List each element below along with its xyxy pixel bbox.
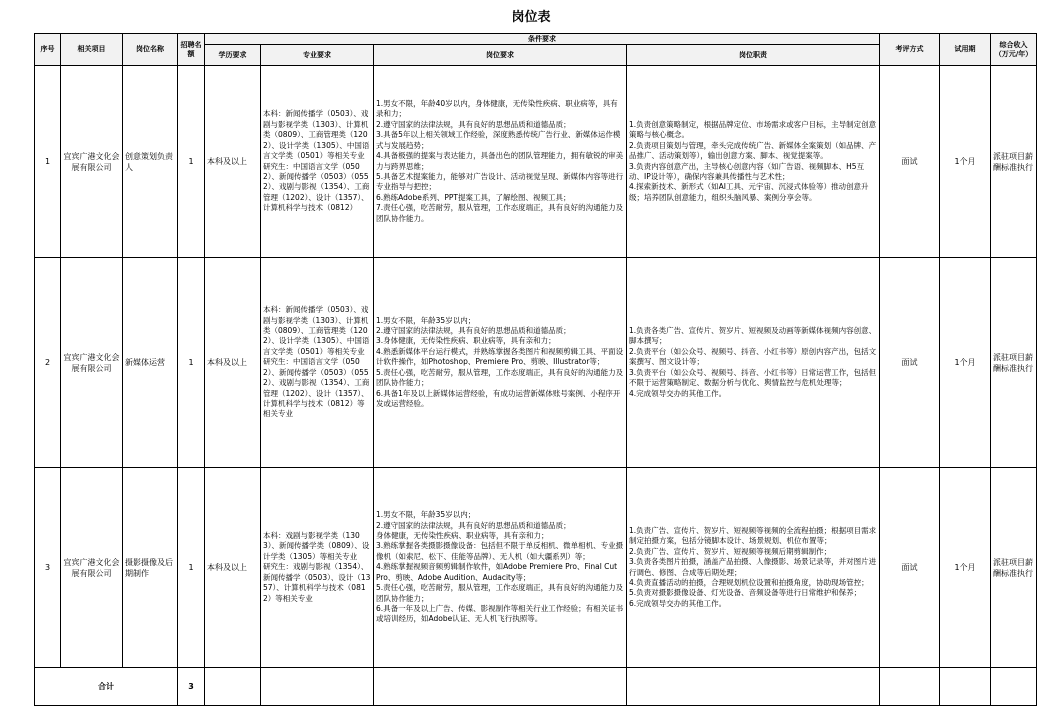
table-row [35, 66, 1037, 258]
header-exam: 考评方式 [880, 34, 940, 66]
cell-income: 派驻项目薪酬标准执行 [991, 258, 1037, 468]
header-education: 学历要求 [205, 45, 261, 66]
cell-duties: 1.负责各类广告、宣传片、贺岁片、短视频及动画等新媒体视频内容创意、脚本撰写； 2.负责平台（如公众号、视频号、抖音、小红书等）原创内容产出，包括文案撰写、图文设计等； 3.负责平台（如公众号、视频号、抖音、小红书等）日常运营工作，包括但不限于运营策略制定、数据分析与优化、舆情监控与危机处理等； 4.完成领导交办的其他工作。 [627, 258, 880, 468]
cell-income: 派驻项目薪酬标准执行 [991, 66, 1037, 258]
header-post: 岗位名称 [123, 34, 178, 66]
header-project: 相关项目 [61, 34, 123, 66]
cell-post: 新媒体运营 [123, 258, 178, 468]
cell-seq: 3 [35, 468, 61, 668]
empty-cell [880, 668, 940, 706]
cell-post: 创意策划负责人 [123, 66, 178, 258]
table-row [35, 468, 1037, 668]
cell-seq: 1 [35, 66, 61, 258]
cell-count: 1 [178, 258, 205, 468]
cell-major: 本科：戏剧与影视学类（1303）、新闻传播学类（0809）、设计学类（1305）等相关专业 研究生：戏剧与影视（1354）、新闻传播学（0503）、设计（1357）、计算机科学与技术（0812）等相关专业 [261, 468, 374, 668]
header-major: 专业要求 [261, 45, 374, 66]
header-requirements: 岗位要求 [374, 45, 627, 66]
cell-education: 本科及以上 [205, 66, 261, 258]
cell-requirements: 1.男女不限，年龄35岁以内； 2.遵守国家的法律法规，具有良好的思想品质和道德品质； 3.身体健康，无传染性疾病、职业病等，具有亲和力； 4.熟悉新媒体平台运行模式，并熟练掌握各类图片和视频剪辑工具、平面设计软件操作，如Photoshop、Premiere Pro、剪映、Illustrator等； 5.责任心强，吃苦耐劳，服从管理，工作态度端正，具有良好的沟通能力及团队协作能力； 6.具备1年及以上新媒体运营经验，有成功运营新媒体账号案例、小程序开发或运营经验。 [374, 258, 627, 468]
header-income: 综合收入（万元/年） [991, 34, 1037, 66]
header-seq: 序号 [35, 34, 61, 66]
cell-exam: 面试 [880, 468, 940, 668]
cell-income: 派驻项目薪酬标准执行 [991, 468, 1037, 668]
empty-cell [991, 668, 1037, 706]
total-row [35, 668, 1037, 706]
cell-project: 宜宾广港文化会展有限公司 [61, 66, 123, 258]
header-duties: 岗位职责 [627, 45, 880, 66]
cell-exam: 面试 [880, 66, 940, 258]
cell-major: 本科：新闻传播学（0503）、戏剧与影视学类（1303）、计算机类（0809）、工商管理类（1202）、设计学类（1305）、中国语言文学类（0501）等相关专业 研究生：中国语言文学（0502）、新闻传播学（0503）（0552）、戏剧与影视（1354）、工商管理（1202）、设计（1357）、计算机科学与技术（0812）等相关专业 [261, 258, 374, 468]
cell-post: 摄影摄像及后期制作 [123, 468, 178, 668]
cell-project: 宜宾广港文化会展有限公司 [61, 468, 123, 668]
empty-cell [205, 668, 261, 706]
empty-cell [261, 668, 374, 706]
cell-major: 本科：新闻传播学（0503）、戏剧与影视学类（1303）、计算机类（0809）、工商管理类（1202）、设计学类（1305）、中国语言文学类（0501）等相关专业 研究生：中国语言文学（0502）、新闻传播学（0503）（0552）、戏剧与影视（1354）、工商管理（1202）、设计（1357）、计算机科学与技术（0812） [261, 66, 374, 258]
cell-exam: 面试 [880, 258, 940, 468]
cell-education: 本科及以上 [205, 468, 261, 668]
cell-count: 1 [178, 66, 205, 258]
cell-probation: 1个月 [940, 66, 991, 258]
cell-education: 本科及以上 [205, 258, 261, 468]
empty-cell [374, 668, 627, 706]
empty-cell [627, 668, 880, 706]
page-title: 岗位表 [511, 10, 551, 25]
cell-requirements: 1.男女不限，年龄35岁以内； 2.遵守国家的法律法规，具有良好的思想品质和道德品质； 身体健康，无传染性疾病、职业病等，具有亲和力； 3.熟练掌握各类摄影摄像设备：包括但不限于单反相机、微单相机、专业摄像机（如索尼、松下、佳能等品牌）、无人机（如大疆系列）等； 4.熟练掌握视频音频剪辑制作软件，如Adobe Premiere Pro、Final Cut Pro、剪映、Adobe Audition、Audacity等； 5.责任心强，吃苦耐劳，服从管理，工作态度端正，具有良好的沟通能力及团队协作能力； 6.具备一年及以上广告、传媒、影视制作等相关行业工作经验；有相关证书或培训经历，如Adobe认证、无人机飞行执照等。 [374, 468, 627, 668]
header-count: 招聘名额 [178, 34, 205, 66]
cell-seq: 2 [35, 258, 61, 468]
cell-project: 宜宾广港文化会展有限公司 [61, 258, 123, 468]
cell-duties: 1.负责广告、宣传片、贺岁片、短视频等视频的全流程拍摄；根据项目需求制定拍摄方案，包括分镜脚本设计、场景规划、机位布置等； 2.负责广告、宣传片、贺岁片、短视频等视频后期剪辑制作； 3.负责各类图片拍摄，涵盖产品拍摄、人像摄影、场景记录等，并对图片进行调色、修图、合成等后期处理； 4.负责直播活动的拍摄，合理规划机位设置和拍摄角度，协助现场管控； 5.负责对摄影摄像设备、灯光设备、音频设备等进行日常维护和保养； 6.完成领导交办的其他工作。 [627, 468, 880, 668]
table-row [35, 258, 1037, 468]
cell-probation: 1个月 [940, 258, 991, 468]
position-table [34, 33, 1037, 706]
header-conditions: 条件要求 [205, 34, 880, 45]
cell-probation: 1个月 [940, 468, 991, 668]
empty-cell [940, 668, 991, 706]
cell-duties: 1.负责创意策略制定，根据品牌定位、市场需求或客户目标，主导制定创意策略与核心概念。 2.负责项目策划与管理，牵头完成传统广告、新媒体全案策划（如品牌、产品推广、活动策划等），输出创意方案、脚本、视觉提案等。 3.负责内容创意产出，主导核心创意内容（如广告语、视频脚本、H5互动、IP设计等），确保内容兼具传播性与艺术性； 4.探索新技术、新形式（如AI工具、元宇宙、沉浸式体验等）推动创意升级；培养团队创意能力，组织头脑风暴、案例分享会等。 [627, 66, 880, 258]
cell-requirements: 1.男女不限，年龄40岁以内，身体健康，无传染性疾病、职业病等，具有录和力； 2.遵守国家的法律法规，具有良好的思想品质和道德品质； 3.具备5年以上相关领域工作经验，深度熟悉传统广告行业、新媒体运作模式与发展趋势； 4.具备极强的提案与表达能力，具备出色的团队管理能力，拥有敏锐的审美力与跨界思维； 5.具备艺术提案能力，能够对广告设计、活动视觉呈现、新媒体内容等进行专业指导与把控； 6.熟练Adobe系列、PPT提案工具，了解绘图、视频工具； 7.责任心强，吃苦耐劳，服从管理，工作态度端正，具有良好的沟通能力及团队协作能力。 [374, 66, 627, 258]
total-count: 3 [178, 668, 205, 706]
cell-count: 1 [178, 468, 205, 668]
header-probation: 试用期 [940, 34, 991, 66]
total-label: 合计 [35, 668, 178, 706]
